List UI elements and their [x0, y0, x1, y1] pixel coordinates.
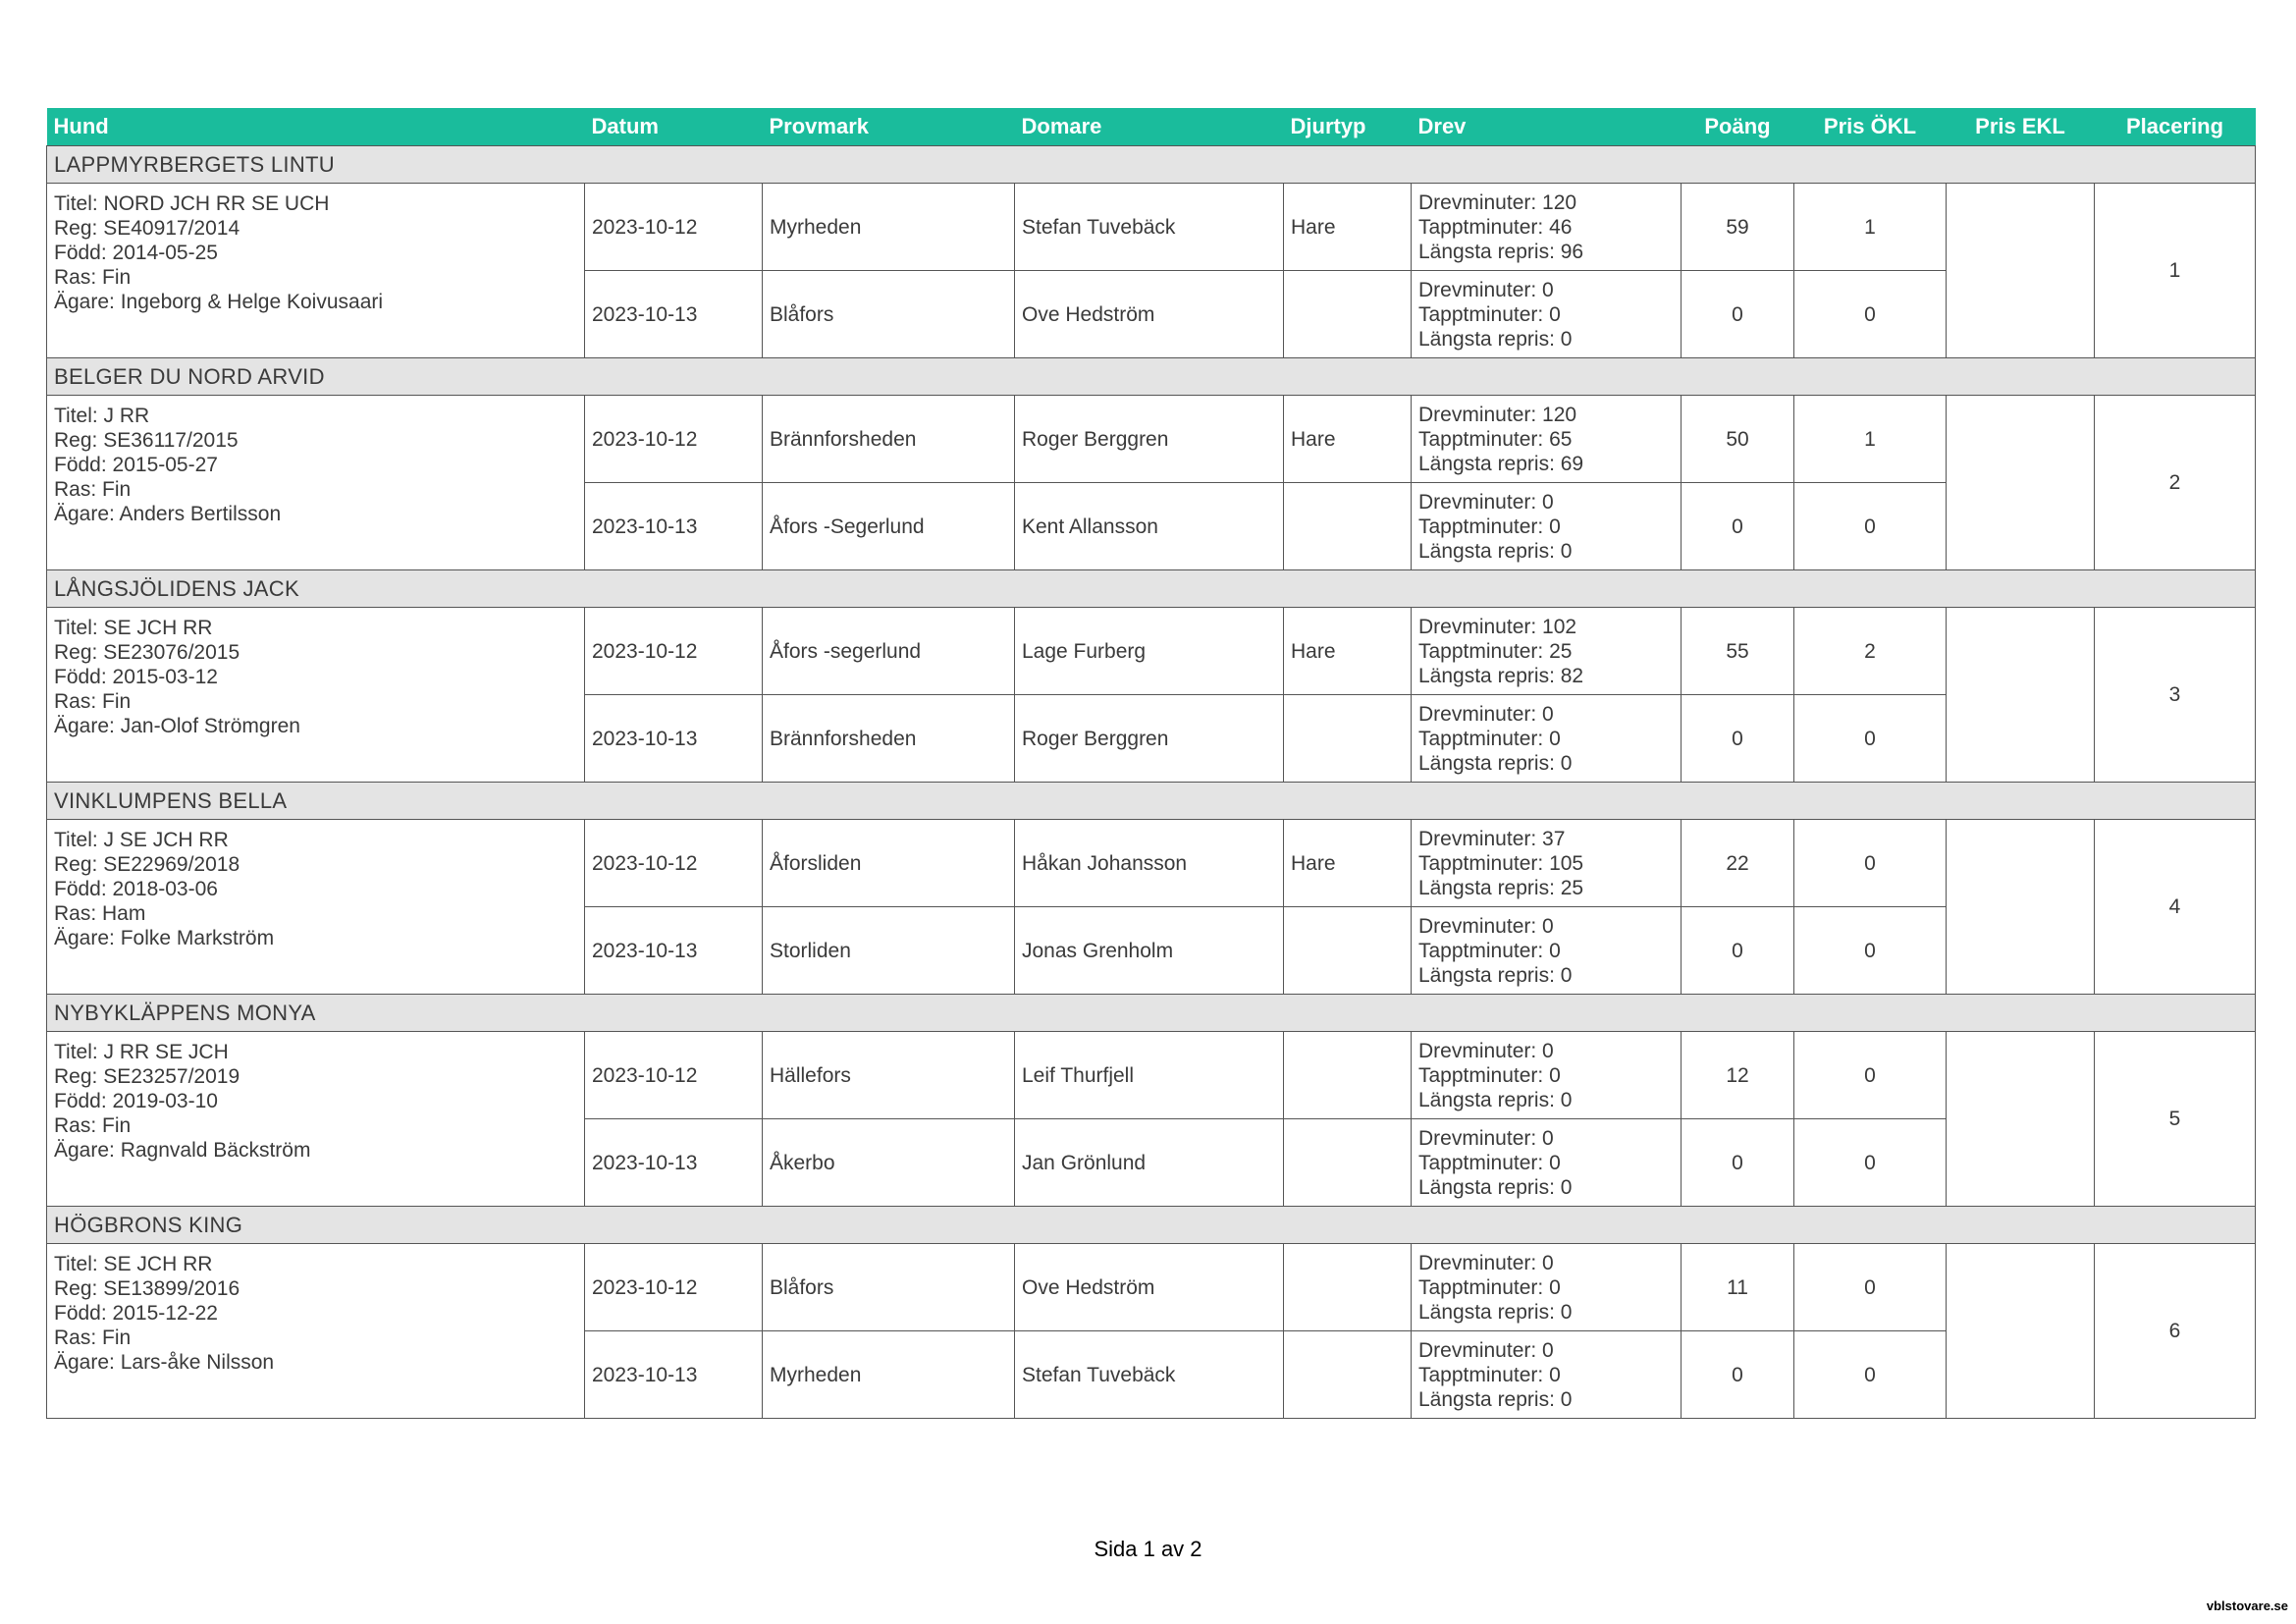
run-poang: 0 [1682, 695, 1794, 783]
dog-pris-ekl [1947, 1244, 2095, 1419]
run-datum: 2023-10-13 [585, 695, 763, 783]
run-datum: 2023-10-12 [585, 608, 763, 695]
dog-pris-ekl [1947, 820, 2095, 995]
run-domare: Stefan Tuvebäck [1015, 184, 1284, 271]
dog-info [47, 608, 585, 783]
dog-titel: Titel: J SE JCH RR [54, 829, 229, 851]
dog-name-row [47, 146, 2256, 184]
dog-name-row [47, 358, 2256, 396]
dog-name: LAPPMYRBERGETS LINTU [47, 146, 2256, 184]
run-pris-okl: 1 [1794, 184, 1947, 271]
col-drev: Drev [1412, 108, 1682, 146]
run-drev [1412, 608, 1682, 695]
run-poang: 50 [1682, 396, 1794, 483]
run-domare: Håkan Johansson [1015, 820, 1284, 907]
dog-name-row [47, 570, 2256, 608]
run-provmark: Åkerbo [763, 1119, 1015, 1207]
col-datum: Datum [585, 108, 763, 146]
langsta-repris: Längsta repris: 0 [1418, 1088, 1573, 1111]
dog-reg: Reg: SE36117/2015 [54, 429, 239, 452]
run-djurtyp: Hare [1284, 608, 1412, 695]
dog-info [47, 820, 585, 995]
drevminuter: Drevminuter: 0 [1418, 914, 1554, 938]
drevminuter: Drevminuter: 0 [1418, 278, 1554, 301]
dog-name-row [47, 1207, 2256, 1244]
run-poang: 0 [1682, 907, 1794, 995]
header-row [47, 108, 2256, 146]
tapptminuter: Tapptminuter: 65 [1418, 427, 1573, 451]
tapptminuter: Tapptminuter: 0 [1418, 302, 1561, 326]
dog-placering: 1 [2095, 184, 2256, 358]
langsta-repris: Längsta repris: 25 [1418, 876, 1584, 899]
langsta-repris: Längsta repris: 0 [1418, 751, 1573, 775]
run-domare: Jonas Grenholm [1015, 907, 1284, 995]
run-domare: Ove Hedström [1015, 1244, 1284, 1331]
run-datum: 2023-10-13 [585, 1119, 763, 1207]
drevminuter: Drevminuter: 0 [1418, 1039, 1554, 1062]
run-pris-okl: 1 [1794, 396, 1947, 483]
run-drev [1412, 483, 1682, 570]
dog-reg: Reg: SE23257/2019 [54, 1065, 240, 1088]
tapptminuter: Tapptminuter: 0 [1418, 1151, 1561, 1174]
run-djurtyp [1284, 907, 1412, 995]
run-poang: 55 [1682, 608, 1794, 695]
run-datum: 2023-10-12 [585, 1032, 763, 1119]
dog-pris-ekl [1947, 608, 2095, 783]
run-provmark: Brännforsheden [763, 396, 1015, 483]
drevminuter: Drevminuter: 102 [1418, 615, 1577, 638]
site-watermark: vblstovare.se [2206, 1598, 2288, 1613]
col-provmark: Provmark [763, 108, 1015, 146]
tapptminuter: Tapptminuter: 105 [1418, 851, 1584, 875]
dog-fodd: Född: 2015-03-12 [54, 666, 218, 688]
dog-agare: Ägare: Ragnvald Bäckström [54, 1139, 311, 1162]
run-provmark: Blåfors [763, 271, 1015, 358]
run-provmark: Myrheden [763, 184, 1015, 271]
tapptminuter: Tapptminuter: 0 [1418, 939, 1561, 962]
tapptminuter: Tapptminuter: 0 [1418, 1275, 1561, 1299]
run-datum: 2023-10-13 [585, 271, 763, 358]
dog-ras: Ras: Fin [54, 266, 132, 289]
dog-fodd: Född: 2019-03-10 [54, 1090, 218, 1112]
dog-titel: Titel: J RR SE JCH [54, 1041, 229, 1063]
run-domare: Jan Grönlund [1015, 1119, 1284, 1207]
langsta-repris: Längsta repris: 96 [1418, 240, 1584, 263]
col-domare: Domare [1015, 108, 1284, 146]
drevminuter: Drevminuter: 120 [1418, 403, 1577, 426]
run-poang: 0 [1682, 1119, 1794, 1207]
drevminuter: Drevminuter: 37 [1418, 827, 1566, 850]
dog-info [47, 184, 585, 358]
run-pris-okl: 0 [1794, 1119, 1947, 1207]
run-datum: 2023-10-13 [585, 1331, 763, 1419]
table-row [47, 608, 2256, 695]
run-pris-okl: 0 [1794, 483, 1947, 570]
results-body [47, 146, 2256, 1419]
table-row [47, 396, 2256, 483]
run-poang: 12 [1682, 1032, 1794, 1119]
run-drev [1412, 1032, 1682, 1119]
dog-ras: Ras: Fin [54, 478, 132, 501]
col-hund: Hund [47, 108, 585, 146]
drevminuter: Drevminuter: 0 [1418, 702, 1554, 726]
run-domare: Stefan Tuvebäck [1015, 1331, 1284, 1419]
run-poang: 0 [1682, 1331, 1794, 1419]
dog-reg: Reg: SE23076/2015 [54, 641, 240, 664]
dog-titel: Titel: SE JCH RR [54, 1253, 213, 1275]
run-drev [1412, 1244, 1682, 1331]
dog-pris-ekl [1947, 396, 2095, 570]
run-djurtyp: Hare [1284, 820, 1412, 907]
col-pris-okl: Pris ÖKL [1794, 108, 1947, 146]
run-datum: 2023-10-13 [585, 483, 763, 570]
run-pris-okl: 0 [1794, 1032, 1947, 1119]
run-poang: 0 [1682, 483, 1794, 570]
run-datum: 2023-10-12 [585, 184, 763, 271]
run-pris-okl: 0 [1794, 271, 1947, 358]
dog-reg: Reg: SE40917/2014 [54, 217, 240, 240]
dog-agare: Ägare: Anders Bertilsson [54, 503, 282, 525]
table-row [47, 1032, 2256, 1119]
dog-name: BELGER DU NORD ARVID [47, 358, 2256, 396]
dog-agare: Ägare: Folke Markström [54, 927, 275, 949]
run-pris-okl: 0 [1794, 695, 1947, 783]
dog-ras: Ras: Fin [54, 1114, 132, 1137]
run-drev [1412, 820, 1682, 907]
dog-placering: 3 [2095, 608, 2256, 783]
run-domare: Leif Thurfjell [1015, 1032, 1284, 1119]
run-domare: Roger Berggren [1015, 695, 1284, 783]
run-domare: Kent Allansson [1015, 483, 1284, 570]
run-drev [1412, 396, 1682, 483]
dog-info [47, 396, 585, 570]
col-djurtyp: Djurtyp [1284, 108, 1412, 146]
run-domare: Ove Hedström [1015, 271, 1284, 358]
run-pris-okl: 0 [1794, 820, 1947, 907]
run-djurtyp [1284, 1244, 1412, 1331]
dog-ras: Ras: Ham [54, 902, 146, 925]
run-provmark: Åfors -Segerlund [763, 483, 1015, 570]
run-drev [1412, 695, 1682, 783]
run-pris-okl: 0 [1794, 1331, 1947, 1419]
run-provmark: Åfors -segerlund [763, 608, 1015, 695]
run-provmark: Blåfors [763, 1244, 1015, 1331]
run-pris-okl: 2 [1794, 608, 1947, 695]
page-number: Sida 1 av 2 [1094, 1537, 1202, 1561]
results-table [46, 108, 2256, 1419]
drevminuter: Drevminuter: 0 [1418, 1338, 1554, 1362]
run-drev [1412, 907, 1682, 995]
run-provmark: Myrheden [763, 1331, 1015, 1419]
drevminuter: Drevminuter: 0 [1418, 490, 1554, 514]
dog-titel: Titel: NORD JCH RR SE UCH [54, 192, 330, 215]
col-pris-ekl: Pris EKL [1947, 108, 2095, 146]
drevminuter: Drevminuter: 0 [1418, 1251, 1554, 1274]
dog-fodd: Född: 2015-12-22 [54, 1302, 218, 1325]
run-poang: 11 [1682, 1244, 1794, 1331]
run-djurtyp [1284, 695, 1412, 783]
dog-reg: Reg: SE13899/2016 [54, 1277, 240, 1300]
run-drev [1412, 271, 1682, 358]
dog-titel: Titel: SE JCH RR [54, 617, 213, 639]
table-row [47, 184, 2256, 271]
run-drev [1412, 1331, 1682, 1419]
langsta-repris: Längsta repris: 0 [1418, 1387, 1573, 1411]
tapptminuter: Tapptminuter: 0 [1418, 1063, 1561, 1087]
langsta-repris: Längsta repris: 69 [1418, 452, 1584, 475]
run-datum: 2023-10-12 [585, 820, 763, 907]
run-drev [1412, 1119, 1682, 1207]
run-provmark: Storliden [763, 907, 1015, 995]
run-djurtyp [1284, 1331, 1412, 1419]
tapptminuter: Tapptminuter: 0 [1418, 514, 1561, 538]
dog-fodd: Född: 2018-03-06 [54, 878, 218, 900]
run-djurtyp [1284, 271, 1412, 358]
dog-ras: Ras: Fin [54, 1326, 132, 1349]
run-provmark: Hällefors [763, 1032, 1015, 1119]
dog-name: LÅNGSJÖLIDENS JACK [47, 570, 2256, 608]
run-djurtyp: Hare [1284, 396, 1412, 483]
langsta-repris: Längsta repris: 0 [1418, 327, 1573, 351]
run-pris-okl: 0 [1794, 1244, 1947, 1331]
dog-agare: Ägare: Jan-Olof Strömgren [54, 715, 300, 737]
dog-fodd: Född: 2014-05-25 [54, 242, 218, 264]
dog-name: NYBYKLÄPPENS MONYA [47, 995, 2256, 1032]
run-pris-okl: 0 [1794, 907, 1947, 995]
col-poang: Poäng [1682, 108, 1794, 146]
dog-pris-ekl [1947, 184, 2095, 358]
run-poang: 0 [1682, 271, 1794, 358]
run-provmark: Brännforsheden [763, 695, 1015, 783]
dog-fodd: Född: 2015-05-27 [54, 454, 218, 476]
tapptminuter: Tapptminuter: 0 [1418, 727, 1561, 750]
tapptminuter: Tapptminuter: 0 [1418, 1363, 1561, 1386]
drevminuter: Drevminuter: 0 [1418, 1126, 1554, 1150]
dog-name-row [47, 995, 2256, 1032]
langsta-repris: Längsta repris: 0 [1418, 1175, 1573, 1199]
run-datum: 2023-10-13 [585, 907, 763, 995]
dog-info [47, 1032, 585, 1207]
drevminuter: Drevminuter: 120 [1418, 190, 1577, 214]
dog-name: VINKLUMPENS BELLA [47, 783, 2256, 820]
run-drev [1412, 184, 1682, 271]
run-poang: 22 [1682, 820, 1794, 907]
langsta-repris: Längsta repris: 0 [1418, 963, 1573, 987]
langsta-repris: Längsta repris: 0 [1418, 1300, 1573, 1324]
run-provmark: Åforsliden [763, 820, 1015, 907]
dog-ras: Ras: Fin [54, 690, 132, 713]
dog-name-row [47, 783, 2256, 820]
run-datum: 2023-10-12 [585, 396, 763, 483]
dog-placering: 2 [2095, 396, 2256, 570]
tapptminuter: Tapptminuter: 25 [1418, 639, 1573, 663]
run-djurtyp [1284, 1032, 1412, 1119]
dog-placering: 5 [2095, 1032, 2256, 1207]
run-djurtyp [1284, 483, 1412, 570]
dog-name: HÖGBRONS KING [47, 1207, 2256, 1244]
dog-placering: 4 [2095, 820, 2256, 995]
dog-agare: Ägare: Ingeborg & Helge Koivusaari [54, 291, 384, 313]
dog-placering: 6 [2095, 1244, 2256, 1419]
dog-titel: Titel: J RR [54, 405, 150, 427]
dog-pris-ekl [1947, 1032, 2095, 1207]
langsta-repris: Längsta repris: 82 [1418, 664, 1584, 687]
table-row [47, 1244, 2256, 1331]
tapptminuter: Tapptminuter: 46 [1418, 215, 1573, 239]
run-datum: 2023-10-12 [585, 1244, 763, 1331]
dog-agare: Ägare: Lars-åke Nilsson [54, 1351, 275, 1374]
run-poang: 59 [1682, 184, 1794, 271]
run-domare: Lage Furberg [1015, 608, 1284, 695]
run-djurtyp: Hare [1284, 184, 1412, 271]
run-djurtyp [1284, 1119, 1412, 1207]
dog-info [47, 1244, 585, 1419]
dog-reg: Reg: SE22969/2018 [54, 853, 240, 876]
col-placering: Placering [2095, 108, 2256, 146]
table-row [47, 820, 2256, 907]
langsta-repris: Längsta repris: 0 [1418, 539, 1573, 563]
run-domare: Roger Berggren [1015, 396, 1284, 483]
